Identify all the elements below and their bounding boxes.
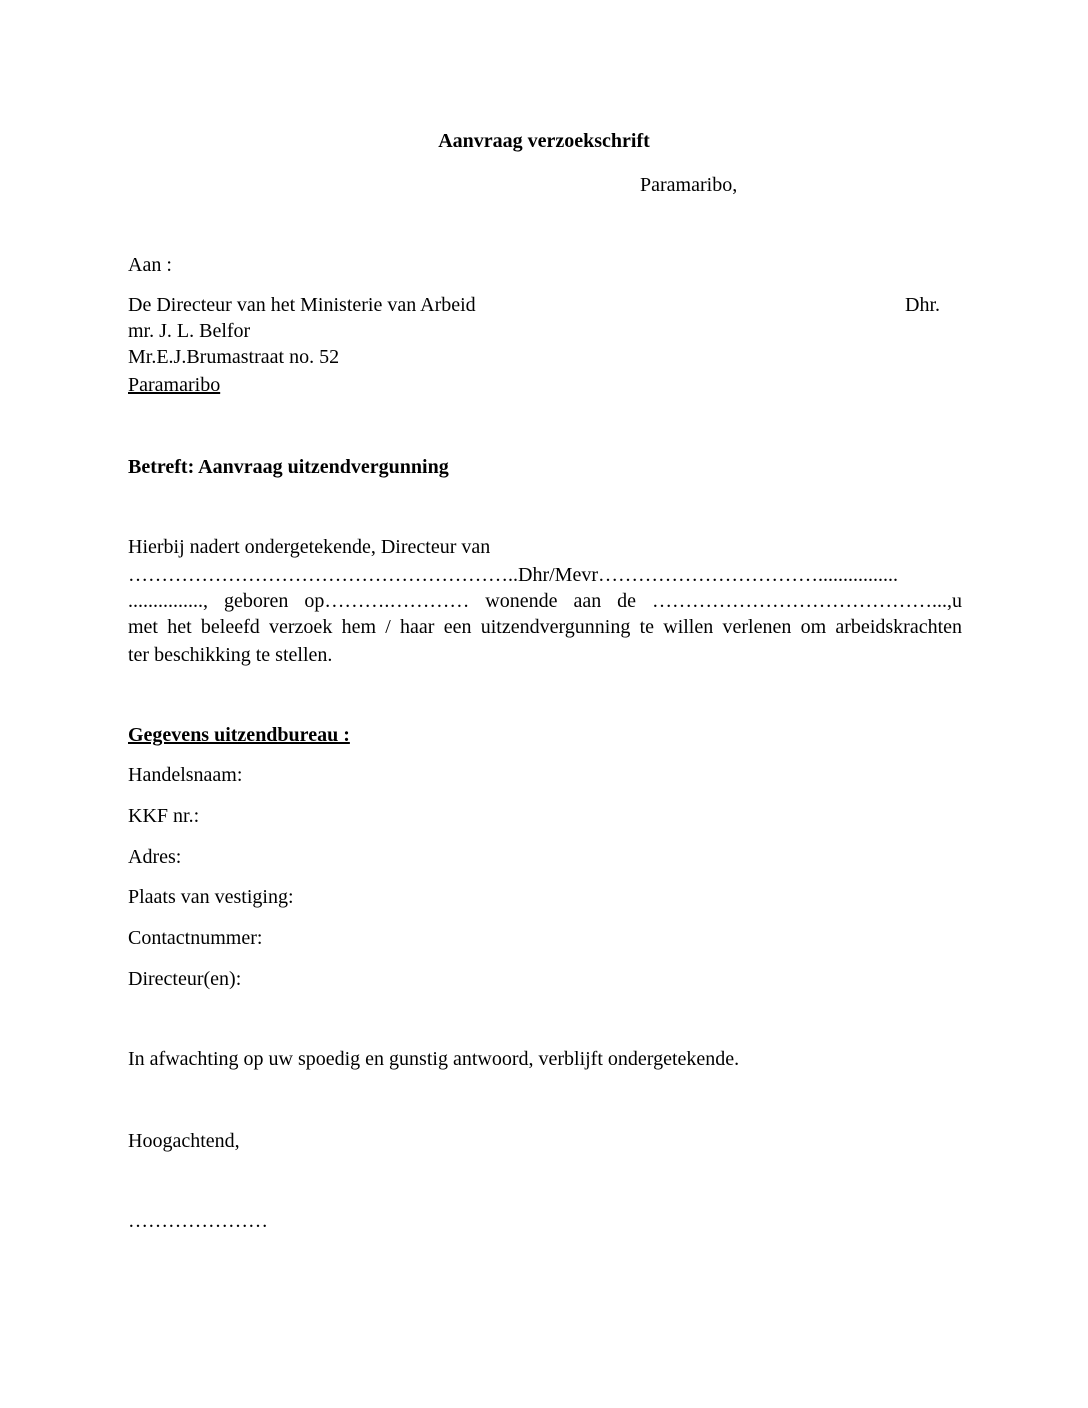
agency-field-directors: Directeur(en):	[128, 968, 242, 990]
agency-field-contact: Contactnummer:	[128, 927, 263, 949]
body-line-2: …………………………………………………..Dhr/Mevr……………………………................	[128, 564, 898, 586]
place-date: Paramaribo,	[640, 174, 738, 196]
subject-line: Betreft: Aanvraag uitzendvergunning	[128, 456, 449, 478]
agency-field-kkf: KKF nr.:	[128, 805, 200, 827]
body-line-5: ter beschikking te stellen.	[128, 644, 333, 666]
agency-field-location: Plaats van vestiging:	[128, 886, 294, 908]
recipient-line-2: mr. J. L. Belfor	[128, 320, 251, 342]
recipient-line-1: De Directeur van het Ministerie van Arbeid	[128, 294, 476, 316]
agency-heading: Gegevens uitzendbureau :	[128, 724, 350, 746]
recipient-line-4: Paramaribo	[128, 374, 221, 396]
recipient-label: Aan :	[128, 254, 172, 276]
closing-sentence: In afwachting op uw spoedig en gunstig antwoord, verblijft ondergetekende.	[128, 1048, 740, 1070]
greeting: Hoogachtend,	[128, 1130, 240, 1152]
recipient-title: Dhr.	[905, 294, 940, 316]
body-line-1: Hierbij nadert ondergetekende, Directeur van	[128, 536, 491, 558]
recipient-line-3: Mr.E.J.Brumastraat no. 52	[128, 346, 340, 368]
document-title: Aanvraag verzoekschrift	[438, 130, 650, 152]
body-line-4: met het beleefd verzoek hem / haar een uitzendvergunning te willen verlenen om arbeidskrachten	[128, 616, 962, 638]
agency-field-address: Adres:	[128, 846, 182, 868]
agency-field-trade-name: Handelsnaam:	[128, 764, 243, 786]
body-line-3: ..............., geboren op……….………… wonende aan de ……………………………………...,u	[128, 590, 962, 612]
signature-line: …………………	[128, 1210, 268, 1232]
